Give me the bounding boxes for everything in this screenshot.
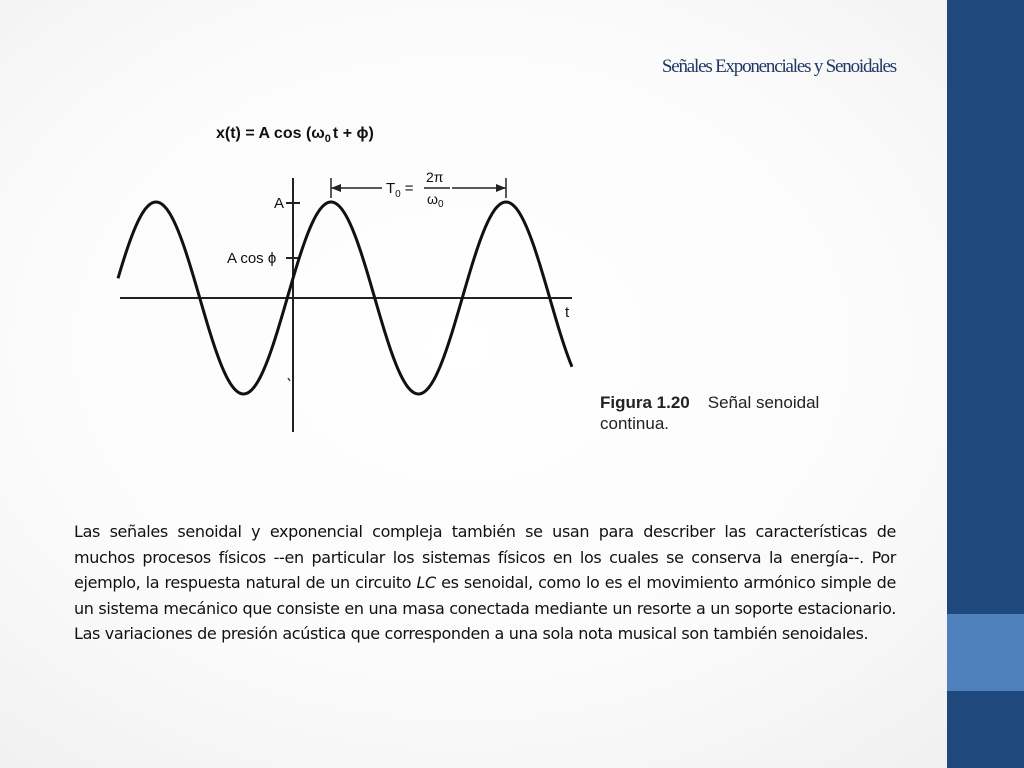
period-label: $T_0$ = [386, 180, 414, 200]
fraction-numerator: 2π [426, 169, 444, 185]
equation-label: x(t) = A $\cos (\omega_0$ t + ϕ) [216, 125, 374, 145]
figure-caption [600, 392, 860, 434]
body-text-part-1: Las señales senoidal y exponencial compleja también se usan para describer las características de muchos procesos físicos --en particular los sistemas físicos en los cuales se conserva la energía--. Por ejemplo, la respuesta natural de un circuito [74, 522, 896, 592]
body-text-part-2: es senoidal, como lo es el movimiento armónico simple de un sistema mecánico que consiste en una masa conectada mediante un resorte a un soporte estacionario. Las variaciones de presión acústica que corresponden a una sola nota musical son también senoidales. [74, 573, 896, 643]
fraction-denominator: $\omega_0$ [427, 191, 444, 210]
slide-title: Señales Exponenciales y Senoidales [661, 56, 896, 77]
figure-caption-text-1: Señal senoidal [707, 393, 820, 412]
figure-caption-text-2: continua. [600, 414, 669, 433]
sidebar-accent-block [947, 614, 1024, 691]
period-arrowhead-right [496, 184, 506, 192]
figure-number: Figura 1.20 [600, 393, 690, 412]
acos-phi-label: A cos ϕ [227, 250, 277, 267]
amplitude-label: A [274, 195, 285, 212]
sinusoid-plot [100, 110, 860, 440]
t-axis-label: t [565, 304, 570, 321]
period-arrowhead-left [331, 184, 341, 192]
axis-mark [288, 378, 290, 381]
body-paragraph [74, 519, 896, 647]
sinusoid-figure [100, 110, 860, 440]
body-text-lc: LC [416, 573, 436, 592]
